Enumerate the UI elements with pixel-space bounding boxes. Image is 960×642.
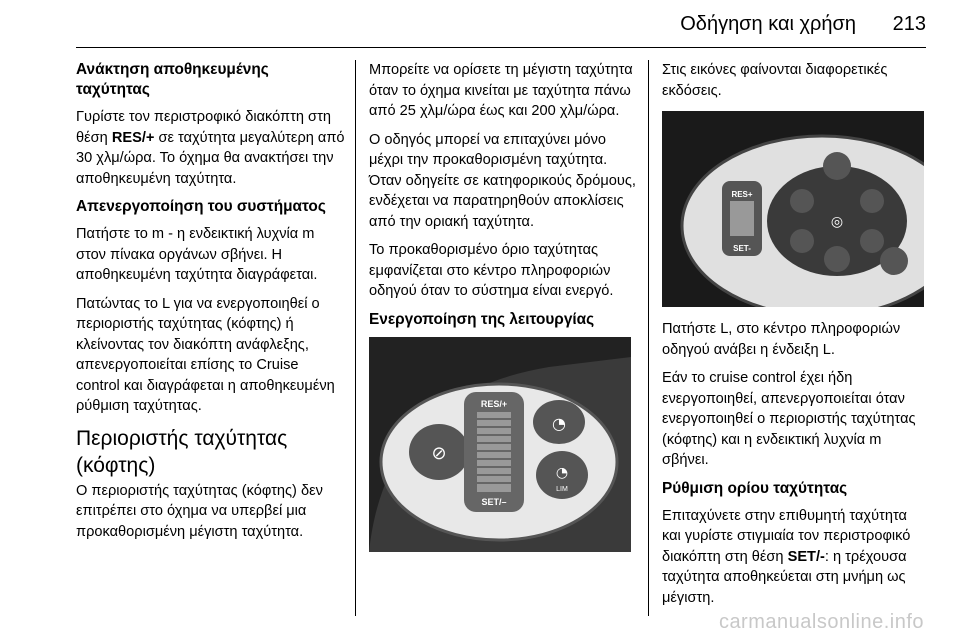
set-label-2: SET- bbox=[733, 244, 751, 253]
heading-activate-function: Ενεργοποίηση της λειτουργίας bbox=[369, 310, 595, 328]
paragraph-deactivate-1: Πατήστε το m - η ενδεικτική λυχνία m στον πίνακα οργάνων σβήνει. Η αποθηκευμένη ταχύτητα διαγράφεται. bbox=[76, 226, 318, 283]
heading-speed-limiter: Περιοριστής ταχύτητας (κόφτης) bbox=[76, 426, 288, 477]
svg-text:◎: ◎ bbox=[830, 214, 844, 230]
paragraph-displayed-limit: Το προκαθορισμένο όριο ταχύτητας εμφανίζεται στο κέντρο πληροφοριών οδηγού όταν το σύστημα είναι ενεργό. bbox=[369, 242, 614, 299]
svg-text:◔: ◔ bbox=[555, 464, 569, 481]
set-label: SET/– bbox=[481, 496, 507, 507]
res-label: RES/+ bbox=[480, 398, 508, 409]
page-number: 213 bbox=[892, 13, 926, 35]
column-1 bbox=[76, 60, 346, 550]
paragraph-accelerate: Ο οδηγός μπορεί να επιταχύνει μόνο μέχρι την προκαθορισμένη ταχύτητα. Όταν οδηγείτε σε κατηφορικούς δρόμους, ενδέχεται να παρατηρηθούν αποκλίσεις από την οριακή ταχύτητα. bbox=[369, 131, 636, 230]
paragraph-versions: Στις εικόνες φαίνονται διαφορετικές εκδόσεις. bbox=[662, 62, 888, 99]
watermark: carmanualsonline.info bbox=[718, 611, 924, 633]
column-divider-1 bbox=[355, 60, 356, 616]
paragraph-max-speed: Μπορείτε να ορίσετε τη μέγιστη ταχύτητα όταν το όχημα κινείται με ταχύτητα πάνω από 25 χλμ/ώρα έως και 200 χλμ/ώρα. bbox=[369, 62, 633, 119]
steering-controls-illustration bbox=[369, 337, 631, 552]
heading-deactivate-system: Απενεργοποίηση του συστήματος bbox=[76, 198, 326, 215]
column-2 bbox=[369, 60, 637, 552]
svg-text:◔: ◔ bbox=[552, 413, 566, 433]
heading-set-speed-limit: Ρύθμιση ορίου ταχύτητας bbox=[662, 479, 848, 497]
column-3 bbox=[662, 60, 928, 616]
paragraph-set-limit: Επιταχύνετε στην επιθυμητή ταχύτητα και γυρίστε στιγμιαία τον περιστροφικό διακόπτη στη θέση SET/-: η τρέχουσα ταχύτητα αποθηκεύεται στη μνήμη ως μέγιστη. bbox=[662, 507, 911, 606]
steering-wheel-controls-figure-2 bbox=[662, 111, 924, 307]
steering-wheel-controls-figure bbox=[369, 337, 631, 552]
steering-controls-illustration-2 bbox=[662, 111, 924, 307]
paragraph-deactivate-2: Πατώντας το L για να ενεργοποιηθεί ο περιοριστής ταχύτητας (κόφτης) ή κλείνοντας τον διακόπτη ανάφλεξης, απενεργοποιείται επίσης το Cruise control και διαγράφεται η αποθηκευμένη ρύθμιση ταχύτητας. bbox=[76, 295, 335, 414]
res-label-2: RES+ bbox=[731, 190, 753, 199]
paragraph-limiter: Ο περιοριστής ταχύτητας (κόφτης) δεν επιτρέπει στο όχημα να υπερβεί μια προκαθορισμένη μέγιστη ταχύτητα. bbox=[76, 482, 323, 540]
column-divider-2 bbox=[648, 60, 649, 616]
paragraph-recall: Γυρίστε τον περιστροφικό διακόπτη στη θέση RES/+ σε ταχύτητα μεγαλύτερη από 30 χλμ/ώρα. Το όχημα θα ανακτήσει την αποθηκευμένη ταχύτητα. bbox=[76, 109, 345, 187]
header-title: Οδήγηση και χρήση bbox=[680, 13, 856, 35]
paragraph-cruise-deactivate: Εάν το cruise control έχει ήδη ενεργοποιηθεί, απενεργοποιείται όταν ενεργοποιηθεί ο περιοριστής ταχύτητας (κόφτης) και η ενδεικτική λυχνία m σβήνει. bbox=[662, 370, 916, 468]
heading-recall-speed: Ανάκτηση αποθηκευμένης ταχύτητας bbox=[76, 61, 269, 98]
lim-label: LIM bbox=[556, 485, 568, 493]
page-header bbox=[76, 0, 926, 48]
paragraph-press-limiter: Πατήστε L, στο κέντρο πληροφοριών οδηγού ανάβει η ένδειξη L. bbox=[662, 321, 901, 358]
svg-text:⊘: ⊘ bbox=[431, 442, 447, 464]
